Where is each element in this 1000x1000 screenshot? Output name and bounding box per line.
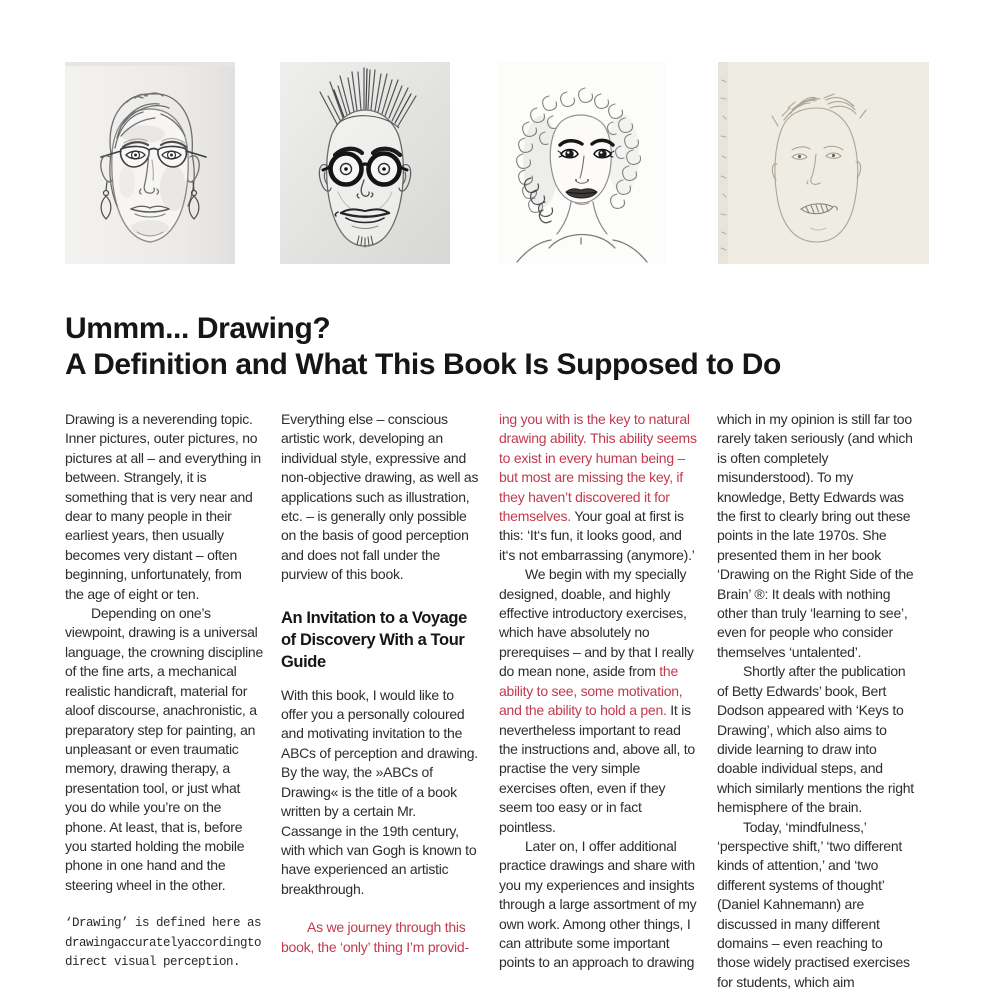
pencil-sketch-woman-glasses [65,62,235,264]
body-text: Later on, I offer additional practice drawings and share with you my experiences and insights through a large assortment of my own work. Among other things, I can attribute some important points to an approach to drawing [499,837,697,971]
body-text: ‘Drawing’ is defined here as drawingaccuratelyaccordingto direct visual perception. [65,916,262,970]
text-column-1 [65,410,263,973]
paragraph [717,662,918,817]
paragraph [717,818,918,993]
body-text: Drawing is a neverending topic. Inner pictures, outer pictures, no pictures at all – and everything in between. Strangely, it is something that is very near and dear to many people in their earliest years, then usually becomes very distant – often beginning, unfortunately, from the age of eight or ten. [65,411,261,602]
body-text: Today, ‘mindfulness,’ ‘perspective shift,’ ‘two different kinds of attention,’ and ‘two different systems of thought’ (Daniel Kahnemann) are discussed in many different domains – even reaching to those widely practised exercises for students, which aim [717,818,910,990]
paragraph [499,565,697,837]
body-text: Everything else – conscious artistic work, developing an individual style, expressive and non-objective drawing, as well as applications such as illustration, etc. – is generally only possible on the basis of good perception and does not fall under the purview of this book. [281,411,479,583]
page-title-line-1: Ummm... Drawing? [65,312,331,345]
paragraph [65,410,263,604]
pencil-sketch-man-faint [718,62,929,264]
paragraph [281,410,479,585]
page-title [65,311,781,383]
paragraph [499,410,697,565]
sketch-image-1 [65,62,235,264]
pencil-sketch-woman-curly-hair [497,62,667,264]
text-column-4 [717,410,918,992]
highlighted-text: the ability to see, some motivation, and the ability to hold a pen. [499,663,683,719]
paragraph [65,914,263,973]
body-text: which in my opinion is still far too rarely taken seriously (and which is often completely misunderstood). To my knowledge, Betty Edwards was the first to clearly bring out these points in the late 1970s. She presented them in her book ‘Drawing on the Right Side of the Brain’ ®: It deals with nothing other than truly ‘learning to see’, even for people who consider themselves ‘untalented’. [717,411,914,660]
body-text: We begin with my specially designed, doable, and highly effective introductory exercises, which have absolutely no prerequises – and by that I really do mean none, aside from [499,566,694,680]
text-column-3 [499,410,697,973]
highlighted-text: ing you with is the key to natural drawing ability. This ability seems to exist in every human being – but most are missing the key, if they haven’t discovered it for themselves. [499,411,697,525]
page-title-line-2: A Definition and What This Book Is Supposed to Do [65,348,781,381]
body-text: Shortly after the publication of Betty Edwards’ book, Bert Dodson appeared with ‘Keys to Drawing’, which also aims to divide learning to draw into doable individual steps, and which similarly mentions the right hemisphere of the brain. [717,663,914,816]
paragraph [717,410,918,662]
sketch-image-2 [280,62,450,264]
body-text: With this book, I would like to offer you a personally coloured and motivating invitation to the ABCs of perception and drawing. By the way, the »ABCs of Drawing« is the title of a book written by a certain Mr. Cassange in the 19th century, with which van Gogh is known to have experienced an artistic breakthrough. [281,686,478,897]
pencil-sketch-man-spiky-hair [280,62,450,264]
body-text: An Invitation to a Voyage of Discovery With a Tour Guide [281,608,467,671]
sketch-image-3 [497,62,667,264]
paragraph [65,604,263,895]
body-text: Your goal at first is this: ‘It‘s fun, it looks good, and it‘s not embarrassing (anymore).’ [499,508,695,563]
paragraph [281,686,479,899]
body-text: It is nevertheless important to read the instructions and, above all, to practise the very simple exercises often, even if they seem too easy or in fact pointless. [499,702,695,835]
paragraph [281,918,479,957]
section-subheading [281,607,479,673]
highlighted-text: As we journey through this book, the ‘only’ thing I’m provid- [281,919,469,955]
paragraph [499,837,697,973]
sketch-image-4 [718,62,929,264]
text-column-2 [281,410,479,957]
body-text: Depending on one’s viewpoint, drawing is a universal language, the crowning discipline of the fine arts, a mechanical realistic handicraft, material for aloof discourse, anachronistic, a preparatory step for painting, an unpleasant or even traumatic memory, drawing therapy, a presentation tool, or just what you do while you’re on the phone. At least, that is, before you started holding the mobile phone in one hand and the steering wheel in the other. [65,605,263,893]
